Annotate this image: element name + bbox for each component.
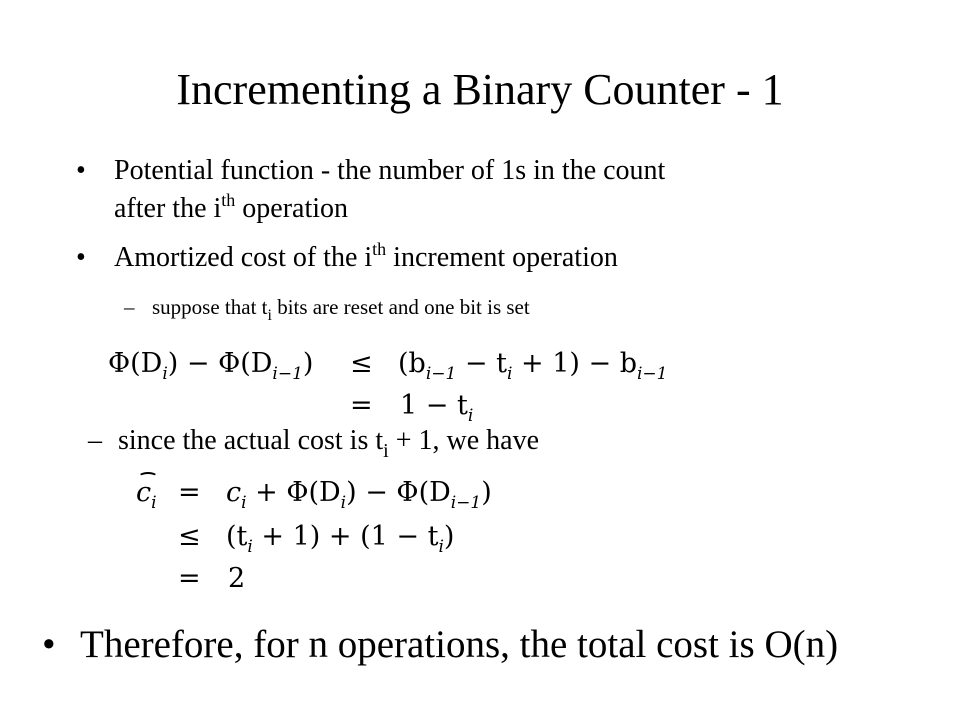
- bullet-text: after the i: [114, 193, 222, 224]
- math-text: 1 − t: [400, 390, 468, 421]
- equation2-lhs: [136, 476, 157, 513]
- math-text: − t: [456, 348, 507, 379]
- math-text: + 1) − b: [512, 348, 637, 379]
- equation1-lhs: [108, 347, 313, 384]
- math-subscript: i−1: [636, 364, 668, 384]
- superscript-th: th: [221, 190, 236, 210]
- bullet-text: Amortized cost of the i: [114, 242, 373, 273]
- math-text: ) − Φ(D: [167, 348, 273, 379]
- equation1-relation1: ≤: [350, 348, 373, 379]
- math-text: c: [226, 477, 242, 508]
- math-text: + Φ(D: [246, 477, 341, 508]
- dash-marker: –: [88, 425, 102, 456]
- bullet-potential-function: [76, 155, 666, 187]
- bullet-text: Therefore, for n operations, the total cost is O(n): [80, 623, 839, 666]
- bullet-text: increment operation: [386, 242, 618, 273]
- equation1-rhs1: [398, 347, 667, 384]
- math-subscript: i: [467, 406, 474, 426]
- equation2-relation2: ≤: [178, 521, 201, 552]
- math-text: ): [481, 477, 492, 508]
- math-subscript: i: [162, 364, 168, 384]
- equation2-rhs1: [226, 476, 492, 513]
- equation2-relation1: =: [178, 477, 201, 508]
- math-text: c: [136, 477, 152, 508]
- bullet-potential-function-line2: [114, 190, 349, 227]
- equation1-relation2: =: [350, 390, 373, 421]
- dash-marker: –: [124, 295, 135, 319]
- math-text: ) − Φ(D: [346, 477, 451, 508]
- math-subscript: i−1: [450, 493, 482, 513]
- bullet-marker: •: [42, 623, 56, 666]
- bullet-text: operation: [235, 193, 349, 224]
- math-subscript: i: [438, 537, 444, 557]
- bullet-text-line1: Potential function - the number of 1s in the count: [114, 155, 666, 186]
- math-subscript: i: [340, 493, 347, 513]
- sub-bullet-text: suppose that t: [152, 295, 268, 319]
- superscript-th: th: [372, 239, 387, 259]
- slide-title: Incrementing a Binary Counter - 1: [176, 65, 784, 114]
- sub-bullet-text: + 1, we have: [388, 425, 539, 456]
- c-hat-symbol: [136, 476, 151, 510]
- sub-bullet-since: [88, 424, 539, 462]
- equation2-rhs2: [226, 520, 454, 557]
- subscript-i: i: [267, 307, 272, 324]
- math-subscript: i: [151, 493, 157, 513]
- math-text: Φ(D: [108, 348, 163, 379]
- sub-bullet-text: since the actual cost is t: [118, 425, 384, 456]
- equation2-relation3: =: [178, 563, 201, 594]
- math-subscript: i−1: [425, 364, 457, 384]
- equation2-rhs3: 2: [228, 563, 246, 594]
- math-subscript: i: [241, 493, 247, 513]
- equation1-rhs2: [400, 389, 473, 426]
- math-text: (b: [398, 348, 426, 379]
- bullet-marker: •: [76, 242, 86, 273]
- bullet-marker: •: [76, 155, 86, 186]
- math-text: + 1) + (1 − t: [252, 521, 439, 552]
- bullet-amortized-cost: [76, 239, 618, 276]
- sub-bullet-text: bits are reset and one bit is set: [271, 295, 530, 319]
- subscript-i: i: [383, 440, 389, 462]
- math-subscript: i: [247, 537, 253, 557]
- math-subscript: i−1: [272, 364, 303, 384]
- sub-bullet-suppose: [124, 294, 530, 324]
- bullet-conclusion: [42, 622, 839, 668]
- math-text: ): [302, 348, 314, 379]
- math-text: (t: [226, 521, 248, 552]
- math-subscript: i: [506, 364, 513, 384]
- math-text: ): [443, 521, 455, 552]
